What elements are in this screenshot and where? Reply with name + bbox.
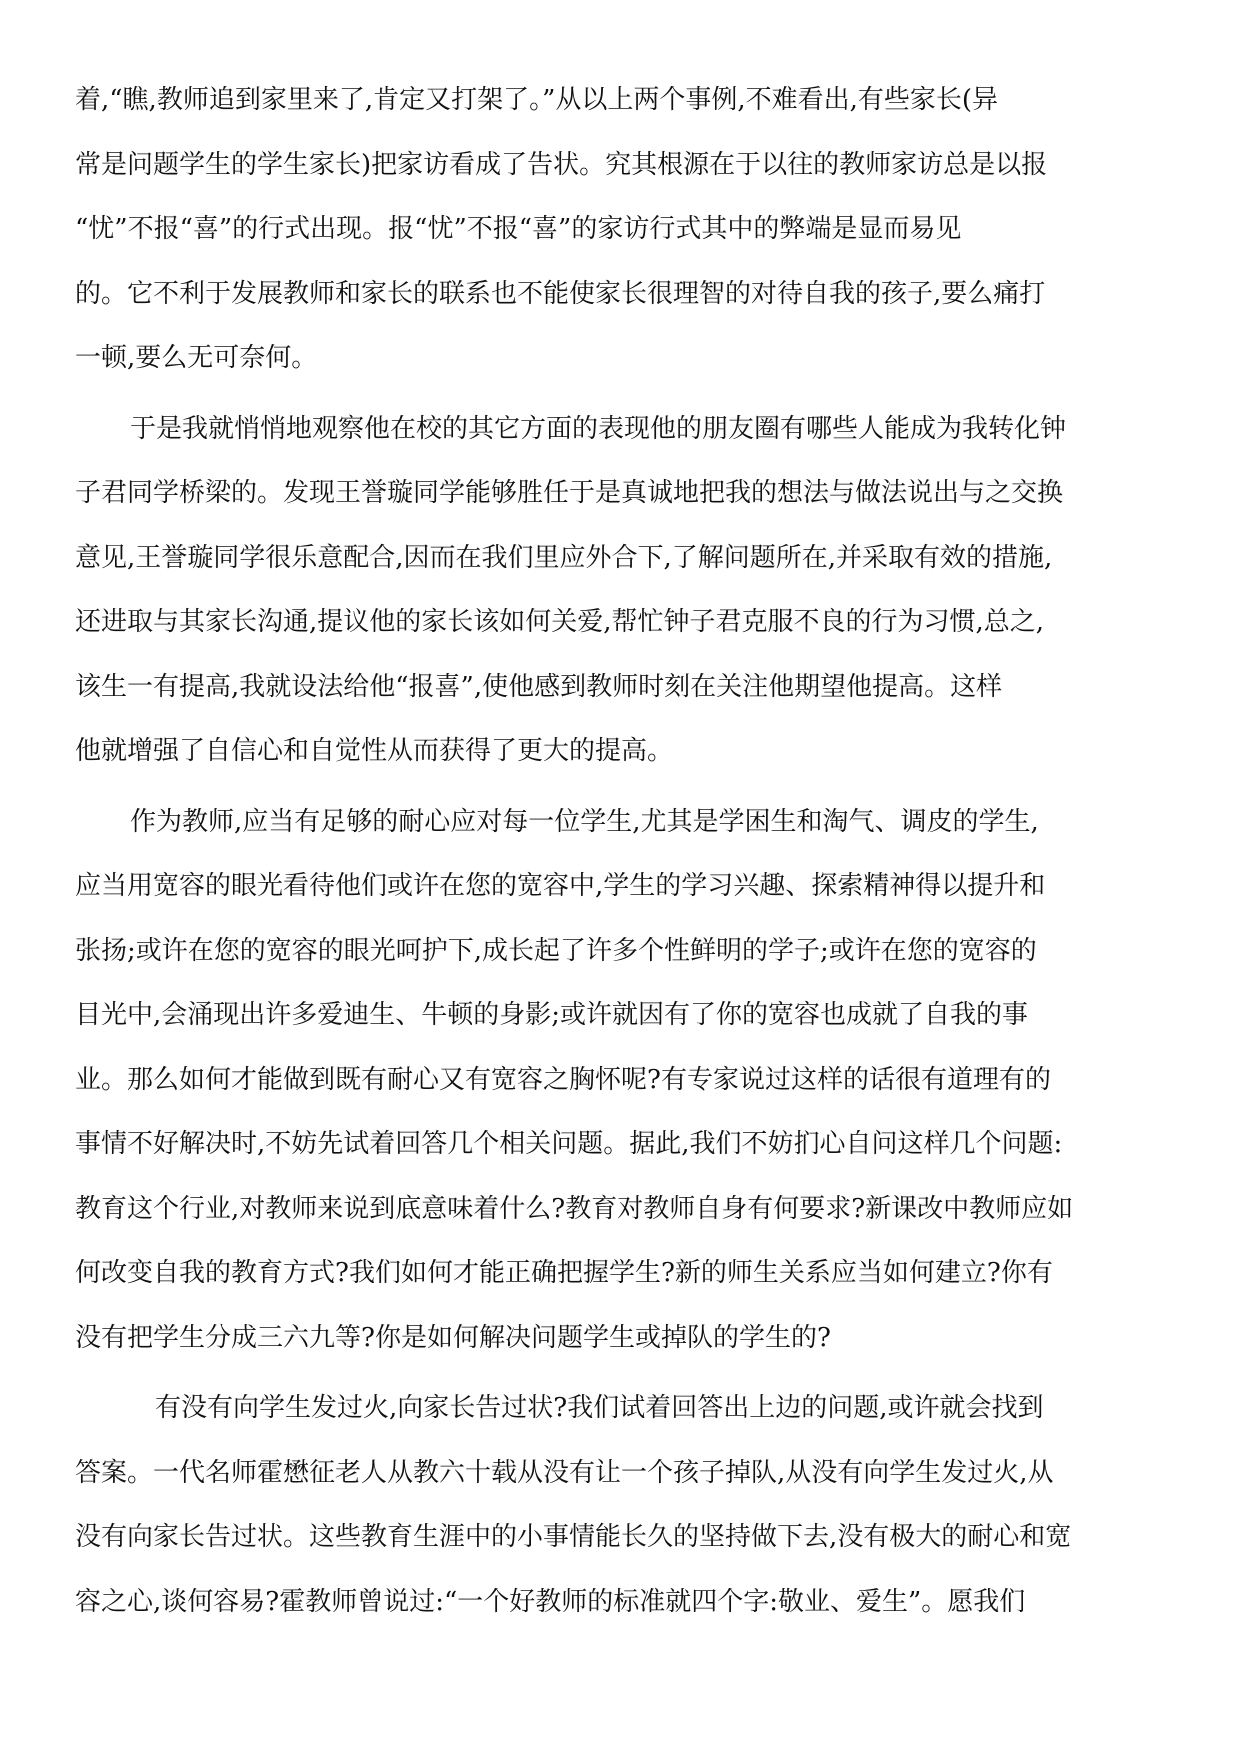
- text-line: 的。它不利于发展教师和家长的联系也不能使家长很理智的对待自我的孩子,要么痛打: [75, 278, 1046, 309]
- text-line: 教育这个行业,对教师来说到底意味着什么?教育对教师自身有何要求?新课改中教师应如: [75, 1193, 1074, 1224]
- text-line: 业。那么如何才能做到既有耐心又有宽容之胸怀呢?有专家说过这样的话很有道理有的: [75, 1064, 1051, 1095]
- text-line: 没有把学生分成三六九等?你是如何解决问题学生或掉队的学生的?: [75, 1322, 831, 1353]
- text-line: 没有向家长告过状。这些教育生涯中的小事情能长久的坚持做下去,没有极大的耐心和宽: [75, 1522, 1072, 1552]
- text-line: 该生一有提高,我就设法给他“报喜”,使他感到教师时刻在关注他期望他提高。这样: [75, 671, 1003, 702]
- text-line: 应当用宽容的眼光看待他们或许在您的宽容中,学生的学习兴趣、探索精神得以提升和: [75, 871, 1046, 901]
- text-line: 目光中,会涌现出许多爱迪生、牛顿的身影;或许就因有了你的宽容也成就了自我的事: [75, 1000, 1029, 1030]
- text-line: 子君同学桥梁的。发现王誉璇同学能够胜任于是真诚地把我的想法与做法说出与之交换: [75, 478, 1064, 508]
- text-line: 还进取与其家长沟通,提议他的家长该如何关爱,帮忙钟子君克服不良的行为习惯,总之,: [75, 607, 1045, 637]
- text-line: 有没有向学生发过火,向家长告过状?我们试着回答出上边的问题,或许就会找到: [155, 1393, 1044, 1423]
- paragraph-patience: [75, 790, 1181, 1371]
- text-line: 他就增强了自信心和自觉性从而获得了更大的提高。: [75, 736, 674, 766]
- text-line: 着,“瞧,教师追到家里来了,肯定又打架了。”从以上两个事例,不难看出,有些家长(异: [75, 85, 999, 115]
- text-line: 答案。一代名师霍懋征老人从教六十载从没有让一个孩子掉队,从没有向学生发过火,从: [75, 1457, 1054, 1488]
- text-line: 事情不好解决时,不妨先试着回答几个相关问题。据此,我们不妨扪心自问这样几个问题:: [75, 1129, 1063, 1159]
- text-line: “忧”不报“喜”的行式出现。报“忧”不报“喜”的家访行式其中的弊端是显而易见: [75, 214, 962, 244]
- text-line: 意见,王誉璇同学很乐意配合,因而在我们里应外合下,了解问题所在,并采取有效的措施,: [75, 542, 1053, 573]
- text-line: 容之心,谈何容易?霍教师曾说过:“一个好教师的标准就四个字:敬业、爱生”。愿我们: [75, 1586, 1026, 1617]
- paragraph-home-visit: [75, 68, 1181, 391]
- paragraph-famous-teacher: [75, 1376, 1181, 1634]
- paragraph-observation: [75, 397, 1181, 784]
- text-line: 作为教师,应当有足够的耐心应对每一位学生,尤其是学困生和淘气、调皮的学生,: [130, 806, 1039, 837]
- text-line: 张扬;或许在您的宽容的眼光呵护下,成长起了许多个性鲜明的学子;或许在您的宽容的: [75, 935, 1037, 966]
- text-line: 于是我就悄悄地观察他在校的其它方面的表现他的朋友圈有哪些人能成为我转化钟: [130, 413, 1067, 444]
- text-line: 一顿,要么无可奈何。: [75, 343, 318, 373]
- text-line: 常是问题学生的学生家长)把家访看成了告状。究其根源在于以往的教师家访总是以报: [75, 149, 1048, 180]
- text-line: 何改变自我的教育方式?我们如何才能正确把握学生?新的师生关系应当如何建立?你有: [75, 1258, 1053, 1288]
